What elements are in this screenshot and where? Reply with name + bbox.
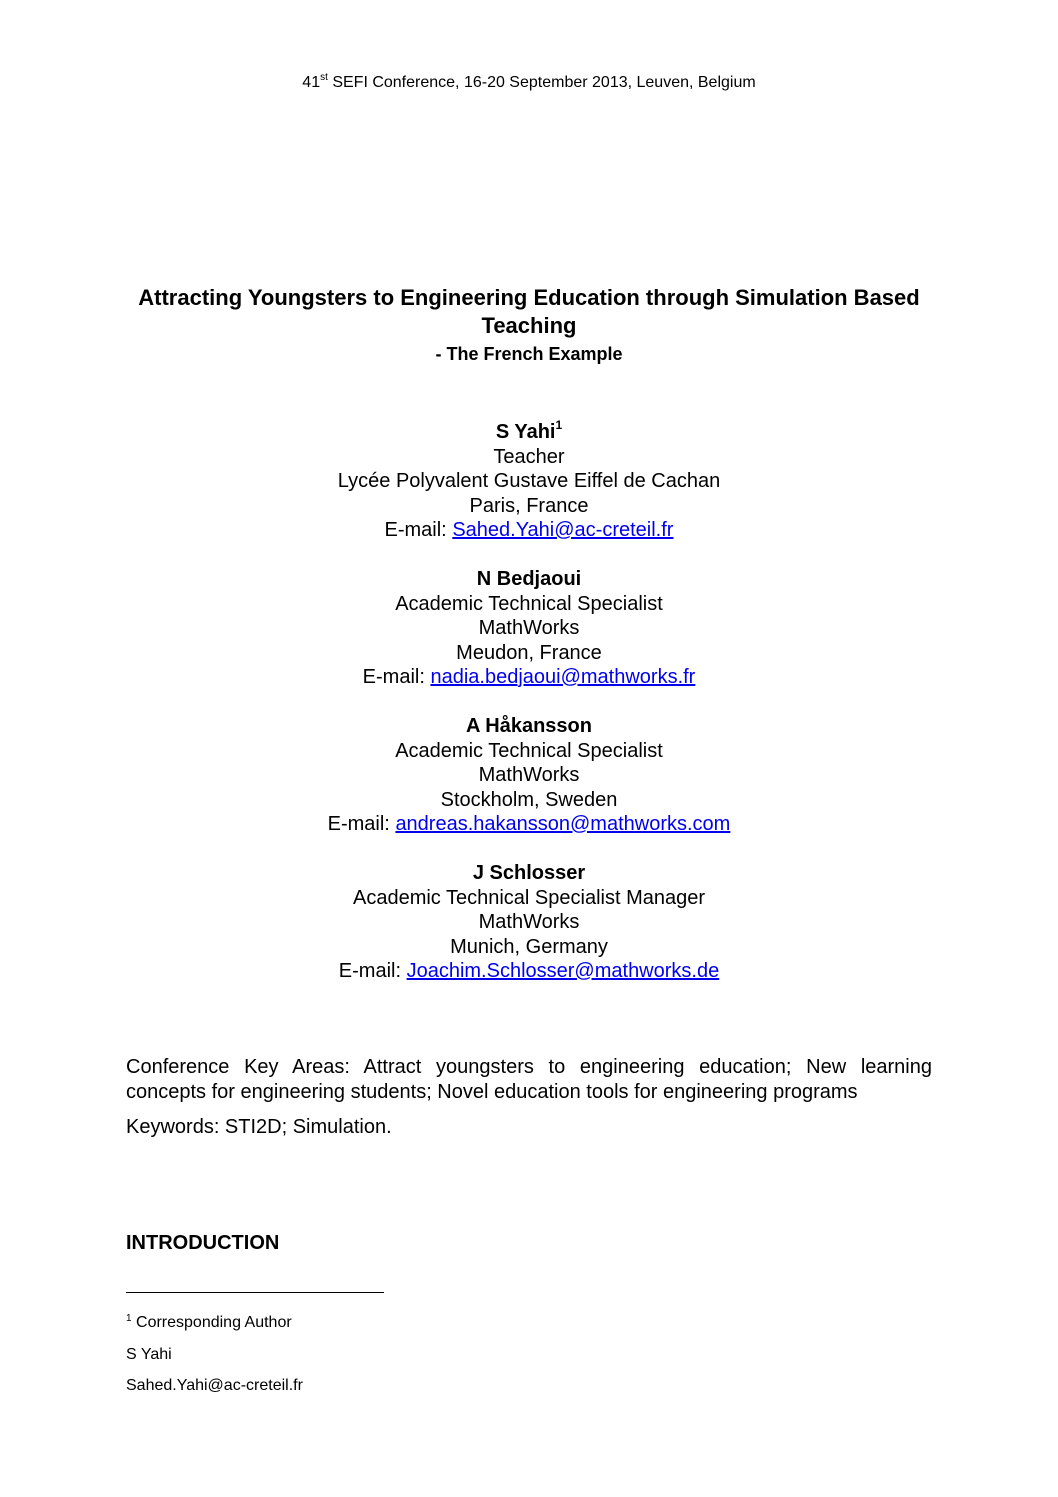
author-block: [0, 420, 1058, 543]
conference-ordinal: st: [320, 72, 328, 83]
author-block: [0, 567, 1058, 690]
author-organization: MathWorks: [478, 617, 580, 639]
author-name: N Bedjaoui: [476, 568, 582, 590]
author-name-text: S Yahi: [495, 421, 556, 443]
author-email-link[interactable]: nadia.bedjaoui@mathworks.fr: [430, 666, 696, 688]
author-email-line: [0, 518, 1058, 543]
conference-key-areas: Conference Key Areas: Attract youngsters to engineering education; New learning concepts for engineering students; Novel education tools for engineering programs: [126, 1056, 932, 1103]
email-prefix: E-mail:: [327, 813, 396, 835]
footnote-separator: [126, 1292, 384, 1293]
author-email-line: [0, 812, 1058, 837]
email-prefix: E-mail:: [338, 960, 407, 982]
conference-details: SEFI Conference, 16-20 September 2013, Leuven, Belgium: [327, 74, 756, 91]
author-organization: Lycée Polyvalent Gustave Eiffel de Cachan: [337, 470, 721, 492]
footnote-name: S Yahi: [126, 1346, 172, 1363]
section-heading-introduction: INTRODUCTION: [126, 1232, 280, 1254]
footnote-email: Sahed.Yahi@ac-creteil.fr: [126, 1377, 303, 1394]
author-email-line: [0, 959, 1058, 984]
email-prefix: E-mail:: [384, 519, 453, 541]
keywords: Keywords: STI2D; Simulation.: [126, 1116, 392, 1138]
corresponding-author-marker: 1: [555, 418, 563, 432]
author-organization: MathWorks: [478, 764, 580, 786]
author-list: [0, 420, 1058, 1008]
author-email-line: [0, 665, 1058, 690]
author-role: Academic Technical Specialist: [395, 592, 663, 615]
author-location: Meudon, France: [456, 641, 602, 664]
footnote-label: [126, 1313, 292, 1333]
author-block: [0, 861, 1058, 984]
author-role: Academic Technical Specialist: [395, 739, 663, 762]
author-role: Teacher: [493, 445, 565, 468]
footnote-marker: 1: [126, 1313, 132, 1324]
author-location: Stockholm, Sweden: [440, 788, 618, 811]
paper-subtitle: - The French Example: [435, 344, 623, 364]
paper-title: Attracting Youngsters to Engineering Education through Simulation Based Teaching: [138, 285, 920, 338]
footnote-text: Corresponding Author: [131, 1314, 292, 1331]
author-email-link[interactable]: Joachim.Schlosser@mathworks.de: [406, 960, 720, 982]
conference-header: [0, 74, 1058, 92]
conference-number: 41: [302, 74, 321, 91]
author-email-link[interactable]: Sahed.Yahi@ac-creteil.fr: [452, 519, 674, 541]
author-organization: MathWorks: [478, 911, 580, 933]
author-role: Academic Technical Specialist Manager: [352, 886, 706, 909]
author-email-link[interactable]: andreas.hakansson@mathworks.com: [395, 813, 731, 835]
email-prefix: E-mail:: [362, 666, 431, 688]
author-block: [0, 714, 1058, 837]
author-location: Paris, France: [469, 494, 589, 517]
author-name: A Håkansson: [466, 715, 592, 737]
author-name: J Schlosser: [472, 862, 586, 884]
author-name: [0, 420, 1058, 445]
author-location: Munich, Germany: [450, 935, 608, 958]
